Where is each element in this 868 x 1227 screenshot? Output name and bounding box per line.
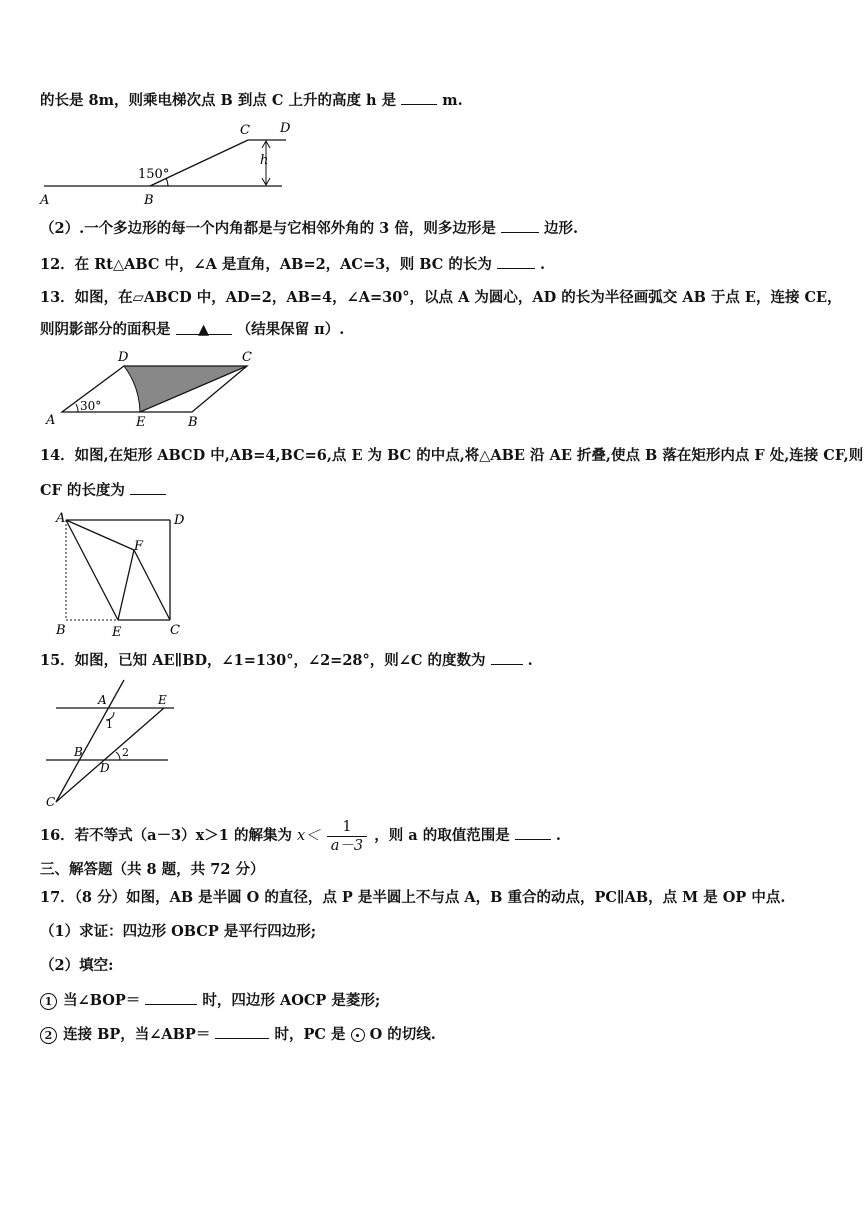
q16-fraction-denominator: a－3 xyxy=(330,837,364,854)
q17-item1-blank[interactable] xyxy=(145,990,197,1005)
q13-triangle-mark: ▲ xyxy=(197,321,210,338)
q13-text: 则阴影部分的面积是 xyxy=(40,321,171,338)
q17-line2: （1）求证：四边形 OBCP 是平行四边形; xyxy=(40,923,317,940)
q16-text-mid: ，则 a 的取值范围是 xyxy=(374,827,510,844)
q13-label-d: D xyxy=(118,350,129,365)
q15-label-b: B xyxy=(74,745,83,759)
q11-part2-blank[interactable] xyxy=(501,218,539,233)
q16-fraction-numerator: 1 xyxy=(327,818,367,837)
q11-escalator-figure xyxy=(38,118,298,208)
circle-dot-icon xyxy=(351,1028,365,1042)
q15-label-c: C xyxy=(46,795,56,808)
q11-label-a: A xyxy=(40,193,50,208)
q14-rectangle-figure xyxy=(52,506,202,638)
q13-label-b: B xyxy=(188,415,198,430)
q17-item1-circled-number: 1 xyxy=(40,993,57,1010)
q15-label-e: E xyxy=(158,693,167,707)
q13-label-a: A xyxy=(46,413,56,428)
q15-line xyxy=(40,650,533,671)
q17-item2-circled-number: 2 xyxy=(40,1027,57,1044)
q17-item2 xyxy=(40,1024,436,1045)
q17-item2-text-end: O 的切线. xyxy=(369,1026,436,1043)
q15-parallel-lines-figure xyxy=(40,676,190,808)
q16-fraction xyxy=(327,818,367,855)
q14-label-f: F xyxy=(134,539,144,554)
q17-item1 xyxy=(40,990,380,1011)
q15-angle1-label: 1 xyxy=(106,718,113,731)
q17-line3: （2）填空: xyxy=(40,957,114,974)
q13-angle-arc xyxy=(76,404,78,412)
q15-transversal-ac xyxy=(56,680,124,802)
q16-answer-blank[interactable] xyxy=(515,825,551,840)
q14-label-e: E xyxy=(112,625,122,638)
q17-item2-text: 连接 BP，当∠ABP＝ xyxy=(63,1026,211,1043)
q15-angle2-arc xyxy=(116,752,120,760)
q15-text-end: . xyxy=(527,652,533,669)
q11-part2-line xyxy=(40,218,578,239)
q16-text-end: . xyxy=(555,827,561,844)
q17-item1-text: 当∠BOP＝ xyxy=(63,992,141,1009)
q14-text: CF 的长度为 xyxy=(40,482,125,499)
q16-line xyxy=(40,816,561,856)
q11-angle-label: 150° xyxy=(138,167,170,182)
q13-shaded-region xyxy=(124,366,247,412)
q13-line1: 13．如图，在▱ABCD 中，AD=2，AB=4，∠A=30°，以点 A 为圆心，AD 的长为半径画弧交 AB 于点 E，连接 CE， xyxy=(40,289,842,306)
q14-segment-ae xyxy=(66,520,118,620)
q14-segment-fc xyxy=(134,550,170,620)
q13-label-c: C xyxy=(242,350,252,365)
q17-line1: 17．（8 分）如图，AB 是半圆 O 的直径，点 P 是半圆上不与点 A，B 重合的动点，PC∥AB，点 M 是 OP 中点. xyxy=(40,889,786,906)
q14-label-d: D xyxy=(174,513,185,528)
section3-title: 三、解答题（共 8 题，共 72 分） xyxy=(40,861,265,878)
q15-text: 15．如图，已知 AE∥BD，∠1=130°，∠2=28°，则∠C 的度数为 xyxy=(40,652,486,669)
q15-answer-blank[interactable] xyxy=(491,650,523,665)
q16-text: 16．若不等式（a－3）x＞1 的解集为 xyxy=(40,827,292,844)
q15-label-a: A xyxy=(98,693,107,707)
q14-line1: 14．如图,在矩形 ABCD 中,AB=4,BC=6,点 E 为 BC 的中点,将△ABE 沿 AE 折叠,使点 B 落在矩形内点 F 处,连接 CF,则 xyxy=(40,447,864,464)
q14-answer-blank[interactable] xyxy=(130,480,166,495)
q13-text-end: （结果保留 π）. xyxy=(236,321,345,338)
q11-label-d: D xyxy=(280,121,291,136)
q13-parallelogram-figure xyxy=(42,348,272,432)
q11-label-h: h xyxy=(260,153,269,168)
q13-angle-label: 30° xyxy=(80,399,102,413)
q11-label-b: B xyxy=(144,193,154,208)
q14-segment-af xyxy=(66,520,134,550)
q14-label-b: B xyxy=(56,623,66,638)
q11-line xyxy=(40,90,463,111)
q13-line2 xyxy=(40,320,344,340)
q17-item2-blank[interactable] xyxy=(215,1024,269,1039)
q11-part2-end: 边形. xyxy=(543,220,579,237)
q15-angle2-label: 2 xyxy=(122,746,129,759)
q16-x-lt: x＜ xyxy=(297,828,320,844)
q12-text-end: . xyxy=(540,256,546,273)
q11-text-end: m. xyxy=(442,92,463,109)
q12-answer-blank[interactable] xyxy=(497,254,535,269)
q14-segment-fe xyxy=(118,550,134,620)
q14-label-c: C xyxy=(170,623,180,638)
q14-line2 xyxy=(40,480,166,501)
q14-label-a: A xyxy=(56,511,66,526)
q13-answer-blank[interactable] xyxy=(176,320,232,338)
q11-label-c: C xyxy=(240,123,250,138)
q17-item2-text-mid: 时，PC 是 xyxy=(274,1026,346,1043)
q11-part2-text: （2）.一个多边形的每一个内角都是与它相邻外角的 3 倍，则多边形是 xyxy=(40,220,496,237)
q13-label-e: E xyxy=(136,415,146,430)
q15-label-d: D xyxy=(100,761,110,775)
q17-item1-text-end: 时，四边形 AOCP 是菱形; xyxy=(202,992,381,1009)
q11-text: 的长是 8m，则乘电梯次点 B 到点 C 上升的高度 h 是 xyxy=(40,92,397,109)
q12-text: 12．在 Rt△ABC 中，∠A 是直角，AB=2，AC=3，则 BC 的长为 xyxy=(40,256,492,273)
q12-line xyxy=(40,254,545,275)
q11-answer-blank[interactable] xyxy=(401,90,437,105)
